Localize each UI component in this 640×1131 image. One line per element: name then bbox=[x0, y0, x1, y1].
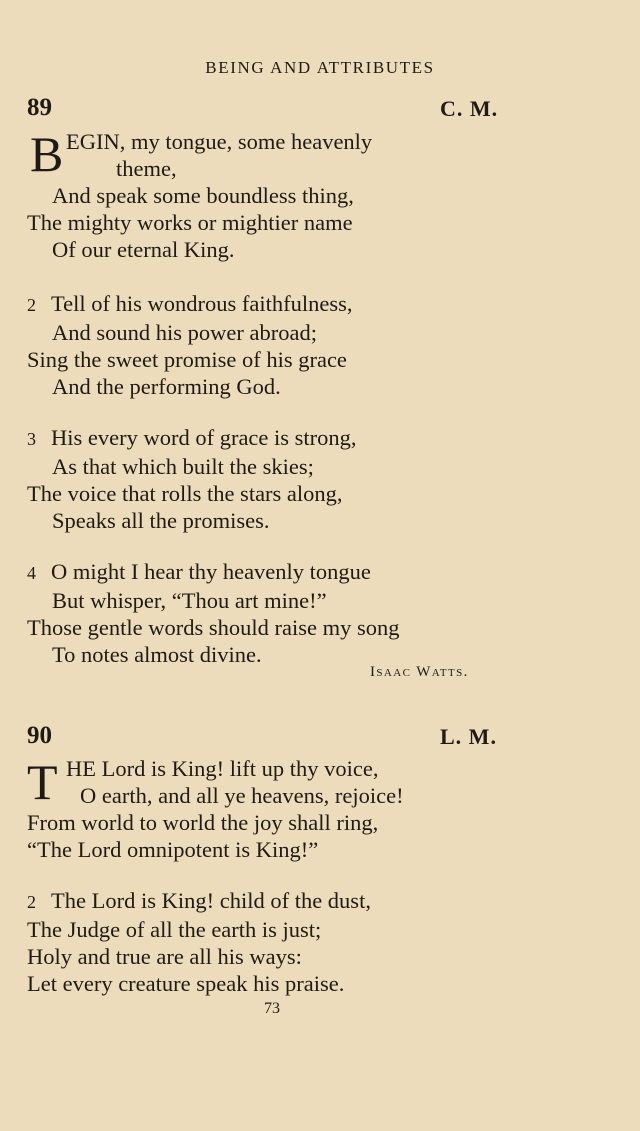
verse-line: The Lord is King! child of the dust, bbox=[51, 888, 371, 913]
drop-cap: B bbox=[30, 126, 64, 182]
verse-line: HE Lord is King! lift up thy voice, bbox=[66, 756, 379, 781]
stanza bbox=[27, 424, 357, 534]
verse-line: EGIN, my tongue, some heavenly bbox=[66, 129, 373, 154]
verse-line: Tell of his wondrous faithfulness, bbox=[51, 291, 353, 316]
stanza bbox=[27, 558, 399, 668]
drop-cap: T bbox=[27, 754, 58, 810]
verse-line: theme, bbox=[116, 156, 177, 181]
verse-line: And speak some boundless thing, bbox=[52, 183, 354, 208]
verse-line: Holy and true are all his ways: bbox=[27, 944, 302, 969]
stanza-number: 4 bbox=[27, 563, 36, 583]
stanza-number: 3 bbox=[27, 429, 36, 449]
verse-line: Speaks all the promises. bbox=[52, 508, 270, 533]
verse-line: And the performing God. bbox=[52, 374, 281, 399]
verse-line: From world to world the joy shall ring, bbox=[27, 810, 379, 835]
verse-line: And sound his power abroad; bbox=[52, 320, 317, 345]
verse-line: O might I hear thy heavenly tongue bbox=[51, 559, 371, 584]
verse-line: O earth, and all ye heavens, rejoice! bbox=[80, 783, 404, 808]
hymn-meter: L. M. bbox=[440, 724, 497, 749]
verse-line: “The Lord omnipotent is King!” bbox=[27, 837, 319, 862]
stanza-number: 2 bbox=[27, 892, 36, 912]
verse-line: Sing the sweet promise of his grace bbox=[27, 347, 347, 372]
verse-line: The Judge of all the earth is just; bbox=[27, 917, 322, 942]
verse-line: To notes almost divine. bbox=[52, 642, 262, 667]
running-header: BEING AND ATTRIBUTES bbox=[205, 58, 435, 77]
verse-line: But whisper, “Thou art mine!” bbox=[52, 588, 327, 613]
verse-line: His every word of grace is strong, bbox=[51, 425, 357, 450]
hymn-number: 90 bbox=[27, 722, 52, 749]
verse-line: Let every creature speak his praise. bbox=[27, 971, 345, 996]
verse-line: Of our eternal King. bbox=[52, 237, 235, 262]
verse-line: The mighty works or mightier name bbox=[27, 210, 353, 235]
hymn-meter: C. M. bbox=[440, 96, 499, 121]
verse-line: The voice that rolls the stars along, bbox=[27, 481, 343, 506]
verse-line: Those gentle words should raise my song bbox=[27, 615, 400, 640]
hymn-number: 89 bbox=[27, 94, 52, 121]
stanza-number: 2 bbox=[27, 295, 36, 315]
author-attribution: Isaac Watts. bbox=[370, 664, 469, 680]
stanza bbox=[27, 887, 371, 997]
page-number: 73 bbox=[264, 1000, 280, 1017]
stanza bbox=[27, 290, 353, 400]
verse-line: As that which built the skies; bbox=[52, 454, 314, 479]
